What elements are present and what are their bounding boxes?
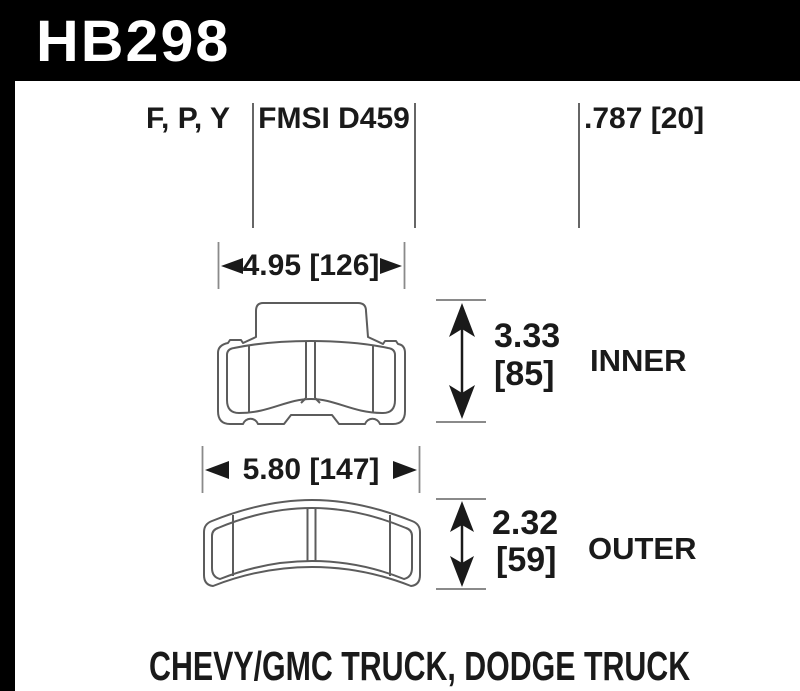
vehicle-application-text: CHEVY/GMC TRUCK, DODGE TRUCK xyxy=(149,643,691,689)
outer-pad-label: OUTER xyxy=(588,531,697,566)
fmsi-number: FMSI D459 xyxy=(258,102,410,135)
inner-pad-label: INNER xyxy=(590,343,687,378)
inner-pad-height-dim-in: 3.33 xyxy=(494,317,561,355)
inner-pad-outline xyxy=(218,303,405,424)
outer-pad-outline xyxy=(204,500,420,586)
outer-height-dimension-arrows xyxy=(436,499,486,589)
inner-height-dimension-arrows xyxy=(436,300,486,422)
outer-pad-height-dim-in: 2.32 xyxy=(492,504,559,542)
vehicle-application xyxy=(40,643,800,689)
outer-pad-height-dim-mm: [59] xyxy=(496,541,557,579)
outer-pad-width-dim: 5.80 [147] xyxy=(242,453,380,486)
inner-pad-height-dim-mm: [85] xyxy=(494,355,555,393)
inner-pad-width-dim: 4.95 [126] xyxy=(242,249,380,282)
part-number: HB298 xyxy=(36,9,231,74)
compound-codes: F, P, Y xyxy=(146,102,230,135)
nominal-thickness: .787 [20] xyxy=(584,102,705,135)
